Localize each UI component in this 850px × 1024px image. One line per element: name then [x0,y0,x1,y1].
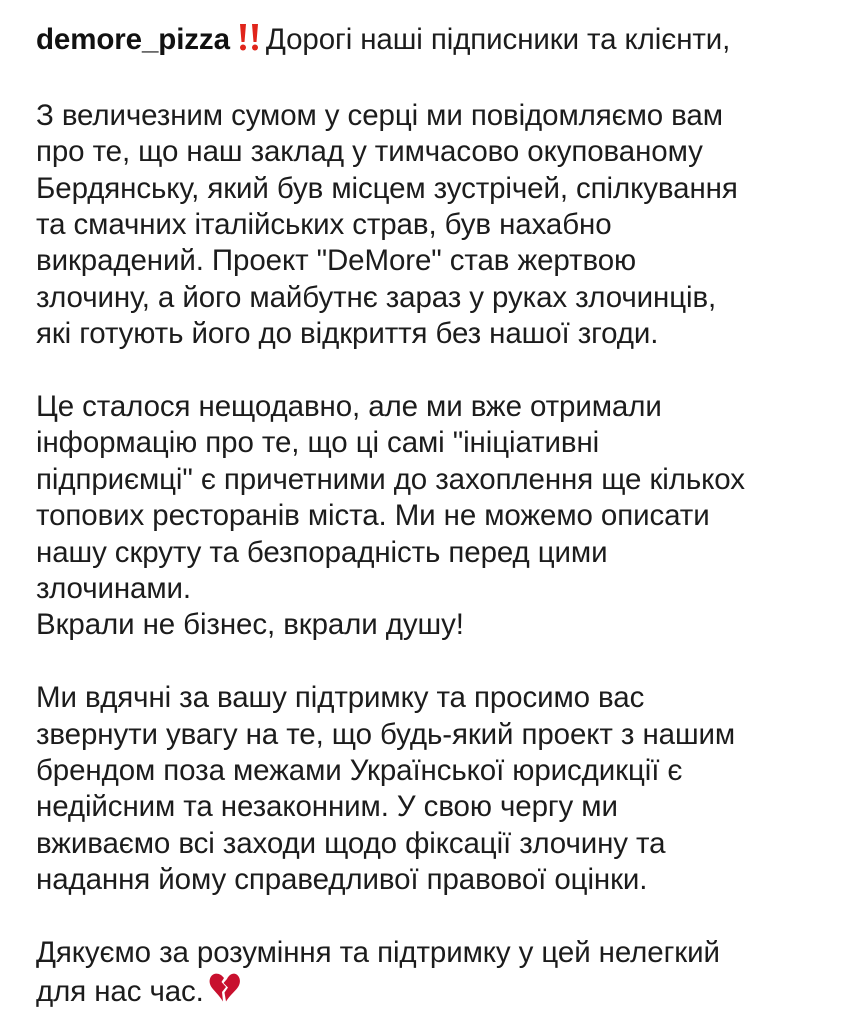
caption-line: які готують його до відкриття без нашої згоди. [36,317,659,351]
caption-line: Ми вдячні за вашу підтримку та просимо вас [36,681,645,715]
caption-closing-line [36,972,826,1013]
caption-line: для нас час. [36,974,204,1008]
caption-line: Бердянську, який був місцем зустрічей, спілкування [36,171,738,205]
caption-line: Це сталося нещодавно, але ми вже отримали [36,390,662,424]
caption-line: злочинами. [36,572,191,606]
caption-line: З величезним сумом у серці ми повідомляємо вам [36,98,723,132]
caption-paragraph-4 [36,935,826,1013]
caption-line: інформацію про те, що ці самі "ініціативні [36,426,600,460]
caption-line: Вкрали не бізнес, вкрали душу! [36,608,464,642]
caption-header [36,22,826,61]
caption-line: звернути увагу на те, що будь-який проект з нашим [36,717,736,751]
caption-line: надання йому справедливої правової оцінки. [36,863,648,897]
caption-paragraph-3 [36,680,826,898]
caption-line: викрадений. Проект "DeMore" став жертвою [36,244,637,278]
post-caption [36,22,826,1013]
caption-line: недійсним та незаконним. У свою чергу ми [36,790,618,824]
caption-paragraph-2 [36,389,826,644]
caption-greeting: Дорогі наші підписники та клієнти, [265,23,731,56]
caption-paragraph-1 [36,98,826,353]
caption-line: нашу скруту та безпорадність перед цими [36,535,608,569]
caption-line: Дякуємо за розуміння та підтримку у цей нелегкий [36,936,720,970]
caption-line: топових ресторанів міста. Ми не можемо описати [36,499,710,533]
caption-line: та смачних італійських страв, був нахабно [36,208,612,242]
caption-line: злочину, а його майбутнє зараз у руках злочинців, [36,280,717,314]
caption-line: вживаємо всі заходи щодо фіксації злочину та [36,826,666,860]
broken-heart-icon [208,972,242,1013]
caption-line: про те, що наш заклад у тимчасово окупованому [36,135,703,169]
caption-header-line [36,22,826,61]
username-link[interactable]: demore_pizza [36,23,230,56]
double-exclamation-icon [234,22,264,61]
caption-line: підприємці" є причетними до захоплення ще кількох [36,462,745,496]
caption-line: брендом поза межами Української юрисдикції є [36,754,683,788]
